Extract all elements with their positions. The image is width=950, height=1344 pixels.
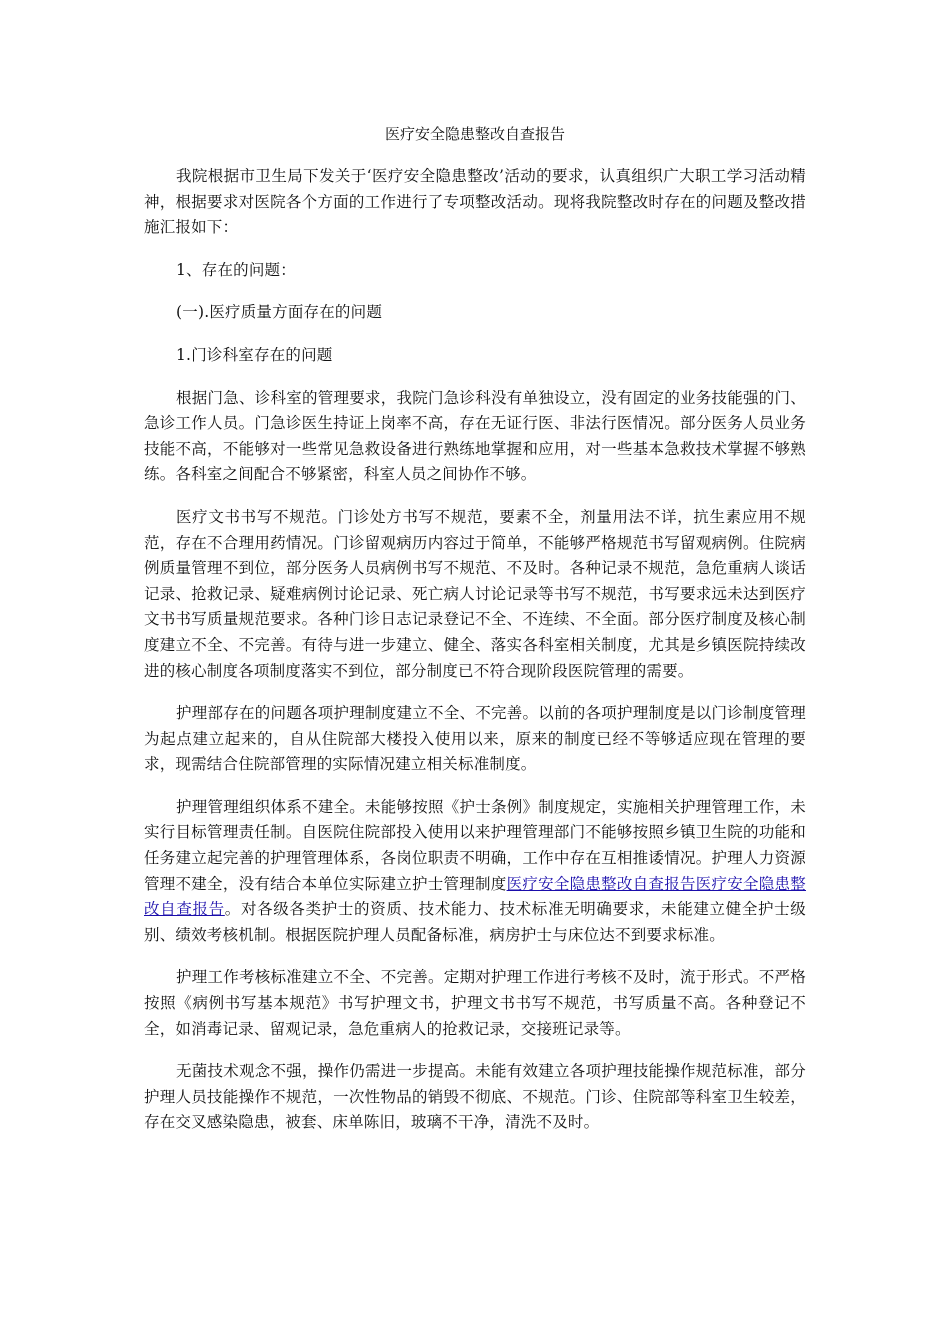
document-body [144, 121, 806, 1153]
subsection-heading-clinic: 1.门诊科室存在的问题 [176, 345, 333, 364]
paragraph-medical-records: 医疗文书书写不规范。门诊处方书写不规范，要素不全，剂量用法不详，抗生素应用不规范，存在不合理用药情况。门诊留观病历内容过于简单，不能够严格规范书写留观病例。住院病例质量管理不到位，部分医务人员病例书写不规范、不及时。各种记录不规范，急危重病人谈话记录、抢救记录、疑难病例讨论记录、死亡病人讨论记录等书写不规范，书写要求远未达到医疗文书书写质量规范要求。各种门诊日志记录登记不全、不连续、不全面。部分医疗制度及核心制度建立不全、不完善。有待与进一步建立、健全、落实各科室相关制度，尤其是乡镇医院持续改进的核心制度各项制度落实不到位，部分制度已不符合现阶段医院管理的需要。 [144, 507, 806, 680]
paragraph-nursing-evaluation: 护理工作考核标准建立不全、不完善。定期对护理工作进行考核不及时，流于形式。不严格按照《病例书写基本规范》书写护理文书，护理文书书写不规范，书写质量不高。各种登记不全，如消毒记录、留观记录，急危重病人的抢救记录，交接班记录等。 [144, 968, 806, 1038]
paragraph-text-before-link: 护理管理组织体系不建全。未能够按照《护士条例》制度规定，实施相关护理管理工作，未实行目标管理责任制。自医院住院部投入使用以来护理管理部门不能够按照乡镇卫生院的功能和任务建立起完善的护理管理体系，各岗位职责不明确，工作中存在互相推诿情况。护理人力资源管理不建全，没有结合本单位实际建立护士管理制度 [144, 797, 806, 893]
paragraph-nursing-department: 护理部存在的问题各项护理制度建立不全、不完善。以前的各项护理制度是以门诊制度管理为起点建立起来的，自从住院部大楼投入使用以来，原来的制度已经不等够适应现在管理的要求，现需结合住院部管理的实际情况建立相关标准制度。 [144, 704, 806, 774]
paragraph-text-after-link: 。对各级各类护士的资质、技术能力、技术标准无明确要求，未能建立健全护士级别、绩效考核机制。根据医院护理人员配备标准，病房护士与床位达不到要求标准。 [144, 900, 806, 944]
subsection-heading-medical-quality: (一).医疗质量方面存在的问题 [176, 303, 383, 322]
paragraph-aseptic-technique: 无菌技术观念不强，操作仍需进一步提高。未能有效建立各项护理技能操作规范标准，部分护理人员技能操作不规范，一次性物品的销毁不彻底、不规范。门诊、住院部等科室卫生较差，存在交叉感染隐患，被套、床单陈旧，玻璃不干净，清洗不及时。 [144, 1062, 806, 1132]
page-title: 医疗安全隐患整改自查报告 [384, 125, 565, 143]
paragraph-nursing-organization [144, 795, 806, 949]
section-heading-problems: 1、存在的问题： [176, 260, 296, 279]
paragraph-clinic-problems: 根据门急、诊科室的管理要求，我院门急诊科没有单独设立，没有固定的业务技能强的门、急诊工作人员。门急诊医生持证上岗率不高，存在无证行医、非法行医情况。部分医务人员业务技能不高，不能够对一些常见急救设备进行熟练地掌握和应用，对一些基本急救技术掌握不够熟练。各科室之间配合不够紧密，科室人员之间协作不够。 [144, 388, 806, 484]
intro-paragraph: 我院根据市卫生局下发关于‘医疗安全隐患整改’活动的要求，认真组织广大职工学习活动精神，根据要求对医院各个方面的工作进行了专项整改活动。现将我院整改时存在的问题及整改措施汇报如下： [144, 167, 806, 237]
report-link[interactable]: 医疗安全隐患整改自查报告医疗安全隐患整改自查报告 [144, 874, 806, 919]
